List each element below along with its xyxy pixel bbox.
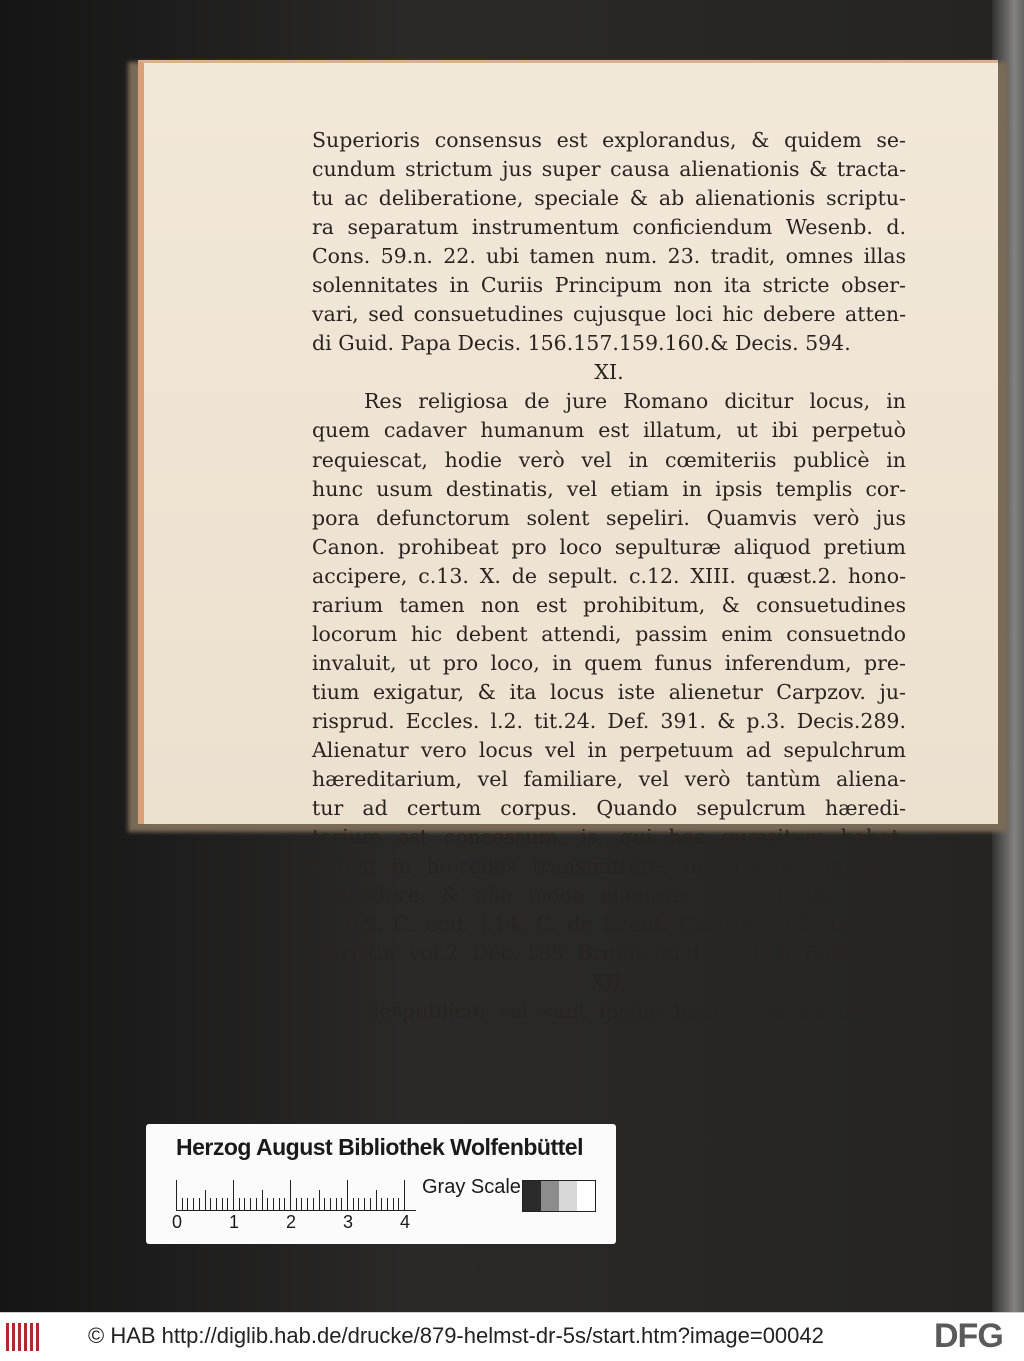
ruler-number: 4: [400, 1212, 411, 1232]
gray-swatch-light: [559, 1181, 577, 1211]
barcode-logo-icon: [6, 1323, 46, 1351]
ruler-tick: [199, 1198, 200, 1210]
ruler-tick: [330, 1198, 331, 1210]
ruler-tick: [250, 1198, 251, 1210]
dfg-logo: DFG: [934, 1317, 1003, 1355]
section-heading: XII.: [590, 970, 628, 995]
library-title: Herzog August Bibliothek Wolfenbüttel: [176, 1134, 583, 1160]
ruler-tick: [279, 1198, 280, 1210]
section-heading: XI.: [594, 360, 624, 385]
ruler-number: 1: [229, 1212, 240, 1232]
text-line: requiescat, hodie verò vel in cœmiteriis publicè in: [312, 447, 906, 472]
text-line: hunc usum destinatis, vel etiam in ipsis templis cor-: [312, 476, 906, 501]
text-line: Canon. prohibeat pro loco sepulturæ aliquod pretium: [312, 534, 906, 559]
scale-ruler: [176, 1178, 416, 1211]
text-line: Cons. 59.n. 22. ubi tamen num. 23. tradit, omnes illas: [312, 244, 906, 269]
ruler-tick: [404, 1180, 405, 1210]
text-line: accipere, c.13. X. de sepult. c.12. XIII. quæst.2. hono-: [312, 563, 906, 588]
copyright-url[interactable]: © HAB http://diglib.hab.de/drucke/879-helmst-dr-5s/start.htm?image=00042: [88, 1323, 824, 1348]
ruler-number: 3: [343, 1212, 354, 1232]
text-line: Res religiosa de jure Romano dicitur locus, in: [364, 389, 906, 414]
text-line: tur ad certum corpus. Quando sepulcrum hæredi-: [312, 796, 906, 821]
ruler-tick: [222, 1198, 223, 1210]
gray-scale-swatches: [522, 1180, 596, 1212]
ruler-tick: [370, 1198, 371, 1210]
ruler-tick: [256, 1198, 257, 1210]
text-line: di Guid. Papa Decis. 156.157.159.160.& Decis. 594.: [312, 331, 851, 356]
footer-bar: [0, 1312, 1024, 1361]
ruler-tick: [284, 1198, 285, 1210]
ruler-tick: [210, 1198, 211, 1210]
ruler-tick: [205, 1190, 206, 1210]
text-line: invaluit, ut pro loco, in quem funus inferendum, pre-: [312, 650, 906, 675]
text-line: hæreditarium, vel familiare, vel verò tantùm aliena-: [312, 767, 906, 792]
text-line: risprud. Eccles. l.2. tit.24. Def. 391. & p.3. Decis.289.: [312, 708, 906, 733]
ruler-tick: [336, 1198, 337, 1210]
ruler-tick: [176, 1180, 177, 1210]
ruler-tick: [387, 1198, 388, 1210]
ruler-tick: [398, 1198, 399, 1210]
ruler-number: 2: [286, 1212, 297, 1232]
gray-swatch-dark: [523, 1181, 541, 1211]
ruler-tick: [233, 1180, 234, 1210]
text-line: tu ac deliberatione, speciale & ab alienationis scriptu-: [312, 186, 906, 211]
ruler-tick: [262, 1190, 263, 1210]
page-text: [312, 126, 906, 1056]
text-line: solennitates in Curiis Principum non ita stricte obser-: [312, 273, 906, 298]
ruler-tick: [244, 1198, 245, 1210]
text-line: rarium tamen non est prohibitum, & consuetudines: [312, 592, 906, 617]
catchword: vel: [875, 1028, 906, 1053]
text-line: pora defunctorum solent sepeliri. Quamvis verò jus: [312, 505, 906, 530]
gray-scale-label: Gray Scale: [422, 1176, 521, 1198]
ruler-tick: [267, 1198, 268, 1210]
color-reference-card: [146, 1124, 616, 1244]
text-line: tium exigatur, & ita locus iste alienetur Carpzov. ju-: [312, 679, 906, 704]
ruler-tick: [324, 1198, 325, 1210]
ruler-number: 0: [172, 1212, 183, 1232]
text-line: vari, sed consuetudines cujusque loci hic debere atten-: [312, 302, 906, 327]
ruler-tick: [376, 1190, 377, 1210]
ruler-tick: [393, 1198, 394, 1210]
ruler-tick: [307, 1198, 308, 1210]
text-line: potest in hæredes transmittere, usum ejus legatario: [312, 854, 906, 879]
ruler-tick: [347, 1180, 348, 1210]
ruler-tick: [301, 1198, 302, 1210]
ruler-tick: [187, 1198, 188, 1210]
text-line: ra separatum instrumentum conficiendum Wesenb. d.: [312, 215, 906, 240]
ruler-tick: [364, 1198, 365, 1210]
ruler-tick: [381, 1198, 382, 1210]
text-line: Superioris consensus est explorandus, & quidem se-: [312, 128, 906, 152]
ruler-tick: [358, 1198, 359, 1210]
text-line: Christin. vol.2. Dec. 195. Brunn. ad d.l.5. ff. de Relig.: [312, 941, 865, 966]
text-line: locorum hic debent attendi, passim enim consuetndo: [312, 621, 906, 646]
text-line: quem cadaver humanum est illatum, ut ibi perpetuò: [312, 418, 906, 443]
ruler-tick: [239, 1198, 240, 1210]
ruler-tick: [182, 1198, 183, 1210]
gray-swatch-mid: [541, 1181, 559, 1211]
gray-swatch-white: [577, 1181, 595, 1211]
ruler-tick: [319, 1190, 320, 1210]
text-line: l.4.8.9. C. eod. l.14. C. de Legat. Carpzov. p.3. D. 289.: [312, 912, 906, 937]
ruler-tick: [341, 1198, 342, 1210]
text-line: Alienatur vero locus vel in perpetuum ad sepulchrum: [312, 737, 906, 762]
text-line: tarium est concessum, is, qui hoc quæsitum habet,: [312, 825, 906, 850]
ruler-tick: [227, 1198, 228, 1210]
text-line: cundum strictum jus super causa alienationis & tracta-: [312, 157, 906, 182]
ruler-tick: [296, 1198, 297, 1210]
ruler-tick: [216, 1198, 217, 1210]
text-line: Respublicæ vel sunt ipsius Imperii, & ad fiscum: [364, 999, 906, 1024]
ruler-tick: [313, 1198, 314, 1210]
ruler-tick: [193, 1198, 194, 1210]
ruler-tick: [273, 1198, 274, 1210]
ruler-tick: [290, 1180, 291, 1210]
ruler-tick: [353, 1198, 354, 1210]
text-line: concedere, & alio modo alienare. l. 5. ff. de Relig.: [312, 883, 906, 908]
